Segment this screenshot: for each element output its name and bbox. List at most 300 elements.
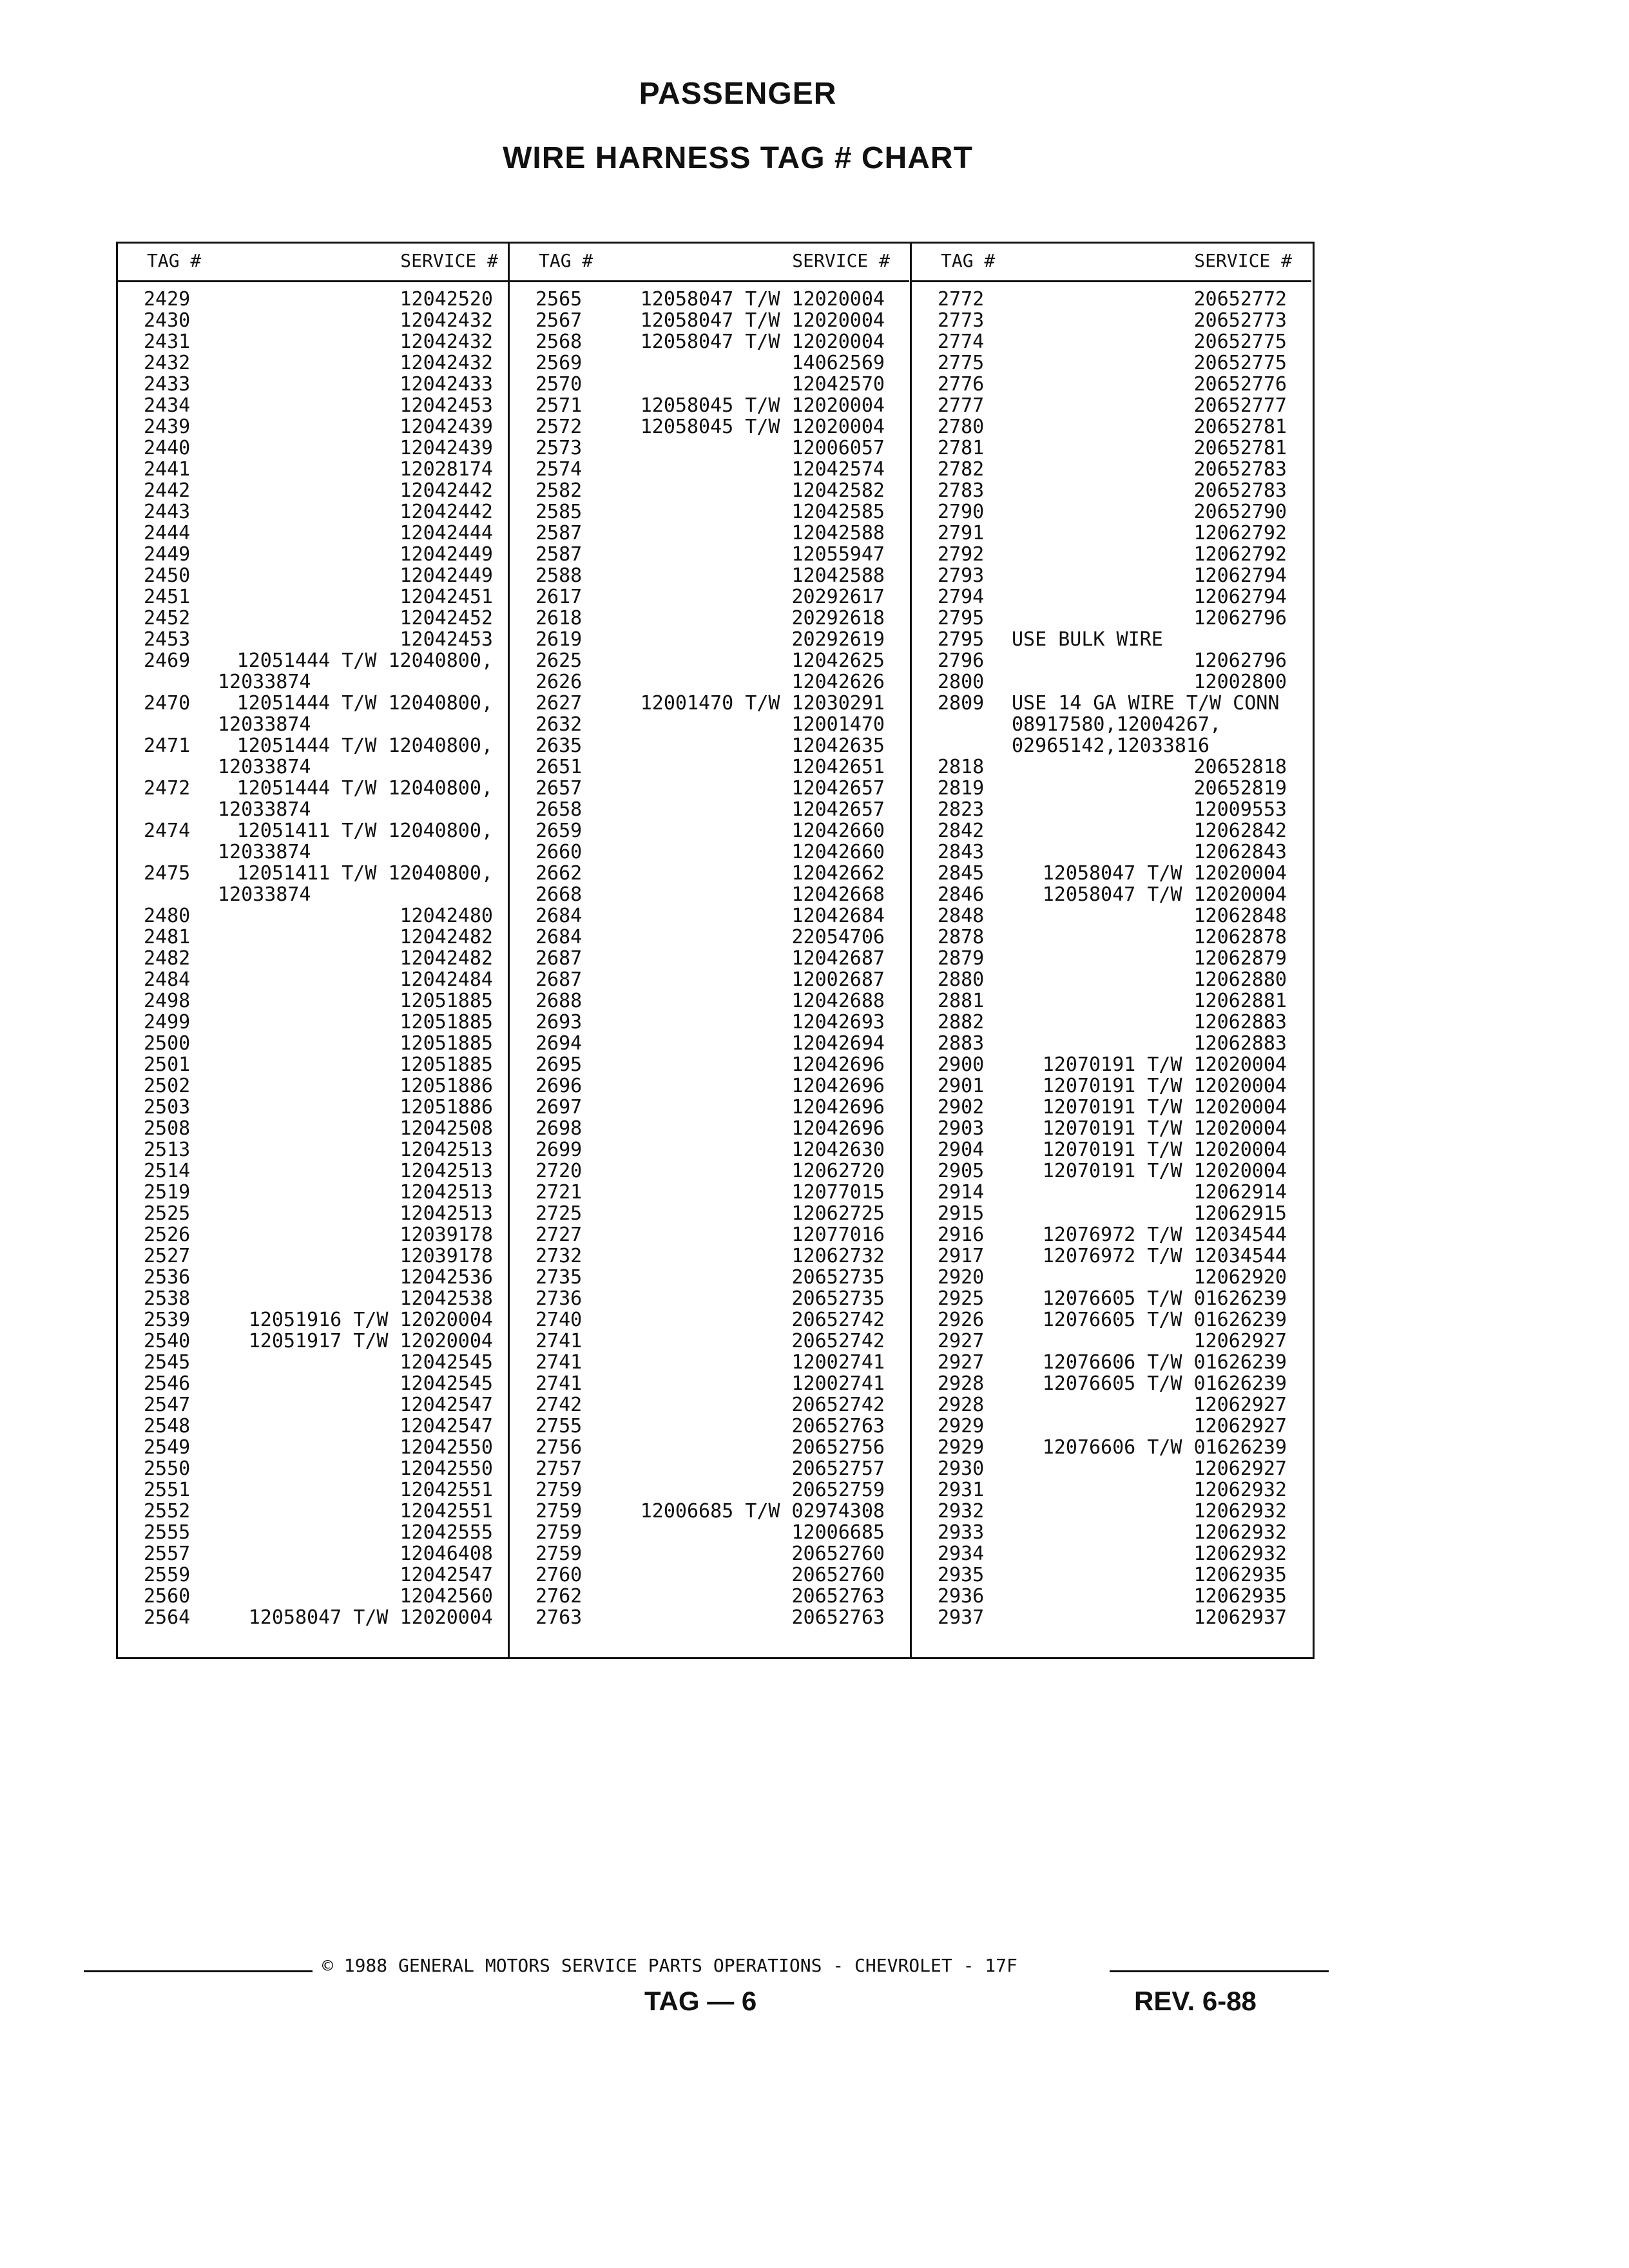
table-row bbox=[118, 1182, 517, 1203]
table-row bbox=[510, 310, 909, 331]
tag-number: 2452 bbox=[144, 607, 191, 629]
table-row bbox=[510, 1458, 909, 1479]
page-tag: TAG — 6 bbox=[644, 1986, 757, 2016]
table-row bbox=[510, 459, 909, 480]
table-row bbox=[912, 735, 1311, 756]
service-number: 12062794 bbox=[1193, 564, 1287, 587]
table-row bbox=[912, 523, 1311, 544]
table-row bbox=[118, 1394, 517, 1416]
service-number: 12058047 T/W 12020004 bbox=[248, 1606, 493, 1629]
service-number: 12042660 bbox=[791, 841, 885, 863]
tag-number: 2565 bbox=[535, 288, 583, 311]
table-row bbox=[118, 1416, 517, 1437]
service-number: 12042582 bbox=[791, 479, 885, 502]
tag-number: 2439 bbox=[144, 416, 191, 438]
service-number: 12001470 bbox=[791, 713, 885, 736]
service-number: 20652759 bbox=[791, 1479, 885, 1501]
service-number: 12062792 bbox=[1193, 522, 1287, 544]
table-row bbox=[510, 395, 909, 416]
service-number: 12042657 bbox=[791, 798, 885, 821]
service-number: 12006685 T/W 02974308 bbox=[640, 1500, 885, 1523]
tag-number: 2573 bbox=[535, 437, 583, 459]
service-number: 12062879 bbox=[1193, 947, 1287, 970]
tag-number: 2559 bbox=[144, 1564, 191, 1586]
service-number: 12042570 bbox=[791, 373, 885, 396]
table-row bbox=[118, 1586, 517, 1607]
table-row bbox=[912, 1522, 1311, 1543]
service-number: 20292619 bbox=[791, 628, 885, 651]
tag-number: 2550 bbox=[144, 1457, 191, 1480]
tag-number: 2560 bbox=[144, 1585, 191, 1608]
service-number: 12042696 bbox=[791, 1053, 885, 1076]
tag-number: 2900 bbox=[938, 1053, 985, 1076]
tag-number: 2742 bbox=[535, 1394, 583, 1416]
service-number: 12076606 T/W 01626239 bbox=[1042, 1436, 1287, 1459]
service-number: 20292618 bbox=[791, 607, 885, 629]
table-row bbox=[912, 331, 1311, 352]
table-row bbox=[510, 969, 909, 990]
tag-number: 2551 bbox=[144, 1479, 191, 1501]
tag-number: 2527 bbox=[144, 1245, 191, 1267]
tag-number: 2740 bbox=[535, 1309, 583, 1331]
tag-number: 2741 bbox=[535, 1351, 583, 1374]
tag-number: 2721 bbox=[535, 1181, 583, 1204]
service-number: 12042550 bbox=[400, 1457, 493, 1480]
tag-number: 2698 bbox=[535, 1117, 583, 1140]
table-row bbox=[912, 1054, 1311, 1075]
service-number: 12062927 bbox=[1193, 1394, 1287, 1416]
table-row bbox=[912, 863, 1311, 884]
tag-number: 2585 bbox=[535, 501, 583, 523]
tag-number: 2539 bbox=[144, 1309, 191, 1331]
service-number: 12042662 bbox=[791, 862, 885, 885]
table-row bbox=[118, 841, 517, 863]
tag-number: 2662 bbox=[535, 862, 583, 885]
service-number: 12042588 bbox=[791, 564, 885, 587]
service-number: 12070191 T/W 12020004 bbox=[1042, 1139, 1287, 1161]
table-row bbox=[118, 565, 517, 586]
service-number: 12070191 T/W 12020004 bbox=[1042, 1053, 1287, 1076]
table-row bbox=[118, 1564, 517, 1586]
tag-number: 2792 bbox=[938, 543, 985, 566]
service-number: 12062914 bbox=[1193, 1181, 1287, 1204]
table-row bbox=[118, 374, 517, 395]
table-row bbox=[912, 1118, 1311, 1139]
tag-number: 2526 bbox=[144, 1224, 191, 1246]
table-row bbox=[510, 863, 909, 884]
table-row bbox=[510, 289, 909, 310]
table-row bbox=[912, 395, 1311, 416]
table-row bbox=[912, 501, 1311, 523]
service-note: USE 14 GA WIRE T/W CONN bbox=[1012, 692, 1280, 715]
tag-number: 2688 bbox=[535, 990, 583, 1012]
table-row bbox=[912, 1160, 1311, 1182]
table-row bbox=[510, 586, 909, 608]
table-row bbox=[510, 544, 909, 565]
service-number: 12033874 bbox=[218, 671, 311, 693]
service-number: 12042688 bbox=[791, 990, 885, 1012]
table-row bbox=[118, 352, 517, 374]
tag-number: 2625 bbox=[535, 649, 583, 672]
table-row bbox=[118, 671, 517, 693]
table-row bbox=[510, 1118, 909, 1139]
table-row bbox=[118, 756, 517, 778]
service-number: 12070191 T/W 12020004 bbox=[1042, 1160, 1287, 1182]
service-number: 12062937 bbox=[1193, 1606, 1287, 1629]
service-number: 12042480 bbox=[400, 905, 493, 927]
table-row bbox=[912, 693, 1311, 714]
tag-number: 2795 bbox=[938, 628, 985, 651]
service-number: 20652773 bbox=[1193, 309, 1287, 332]
table-row bbox=[912, 1543, 1311, 1564]
table-row bbox=[912, 1501, 1311, 1522]
tag-number: 2514 bbox=[144, 1160, 191, 1182]
table-row bbox=[912, 778, 1311, 799]
service-number: 20652735 bbox=[791, 1287, 885, 1310]
service-number: 12062932 bbox=[1193, 1479, 1287, 1501]
table-row bbox=[510, 1182, 909, 1203]
table-row bbox=[510, 693, 909, 714]
service-number: 12055947 bbox=[791, 543, 885, 566]
table-row bbox=[510, 1245, 909, 1267]
service-number: 12058047 T/W 12020004 bbox=[640, 309, 885, 332]
table-row bbox=[118, 1479, 517, 1501]
tag-number: 2546 bbox=[144, 1372, 191, 1395]
table-row bbox=[510, 927, 909, 948]
table-column-1 bbox=[118, 242, 517, 1628]
table-row bbox=[118, 1522, 517, 1543]
tag-number: 2916 bbox=[938, 1224, 985, 1246]
table-row bbox=[118, 523, 517, 544]
service-number: 12062932 bbox=[1193, 1542, 1287, 1565]
tag-number: 2901 bbox=[938, 1075, 985, 1097]
table-row bbox=[510, 778, 909, 799]
table-row bbox=[118, 501, 517, 523]
table-row bbox=[510, 1033, 909, 1054]
tag-number: 2934 bbox=[938, 1542, 985, 1565]
tag-number: 2545 bbox=[144, 1351, 191, 1374]
service-number: 20652818 bbox=[1193, 756, 1287, 778]
service-number: 12033874 bbox=[218, 883, 311, 906]
tag-number: 2928 bbox=[938, 1372, 985, 1395]
tag-number: 2759 bbox=[535, 1521, 583, 1544]
tag-number: 2783 bbox=[938, 479, 985, 502]
tag-header: TAG # bbox=[147, 250, 202, 271]
service-number: 12033874 bbox=[218, 756, 311, 778]
tag-number: 2482 bbox=[144, 947, 191, 970]
tag-number: 2627 bbox=[535, 692, 583, 715]
service-number: 20652763 bbox=[791, 1606, 885, 1629]
tag-number: 2440 bbox=[144, 437, 191, 459]
service-number: 12042574 bbox=[791, 458, 885, 481]
table-row bbox=[510, 1394, 909, 1416]
tag-number: 2699 bbox=[535, 1139, 583, 1161]
service-number: 12042439 bbox=[400, 437, 493, 459]
service-number: 12002741 bbox=[791, 1351, 885, 1374]
table-row bbox=[912, 1352, 1311, 1373]
service-number: 12076972 T/W 12034544 bbox=[1042, 1224, 1287, 1246]
service-number: 12042482 bbox=[400, 926, 493, 948]
tag-number: 2434 bbox=[144, 394, 191, 417]
tag-number: 2480 bbox=[144, 905, 191, 927]
copyright-notice: © 1988 GENERAL MOTORS SERVICE PARTS OPERATIONS - CHEVROLET - 17F bbox=[322, 1955, 1017, 1976]
service-number: 12009553 bbox=[1193, 798, 1287, 821]
tag-number: 2930 bbox=[938, 1457, 985, 1480]
table-row bbox=[912, 1012, 1311, 1033]
table-row bbox=[118, 1224, 517, 1245]
service-number: 12058045 T/W 12020004 bbox=[640, 394, 885, 417]
tag-number: 2618 bbox=[535, 607, 583, 629]
table-row bbox=[912, 1373, 1311, 1394]
table-row bbox=[118, 310, 517, 331]
tag-number: 2772 bbox=[938, 288, 985, 311]
service-number: 12042651 bbox=[791, 756, 885, 778]
table-row bbox=[912, 1245, 1311, 1267]
table-column-3 bbox=[912, 242, 1311, 1628]
service-number: 12058047 T/W 12020004 bbox=[1042, 883, 1287, 906]
table-row bbox=[510, 714, 909, 735]
tag-number: 2920 bbox=[938, 1266, 985, 1289]
table-row bbox=[510, 629, 909, 650]
tag-number: 2741 bbox=[535, 1372, 583, 1395]
tag-number: 2540 bbox=[144, 1330, 191, 1352]
service-number: 12062881 bbox=[1193, 990, 1287, 1012]
document-title: PASSENGER bbox=[639, 77, 837, 111]
table-row bbox=[510, 1373, 909, 1394]
table-row bbox=[118, 969, 517, 990]
service-number: 12062794 bbox=[1193, 586, 1287, 608]
service-number: 12042588 bbox=[791, 522, 885, 544]
table-row bbox=[510, 820, 909, 841]
service-number: 12042484 bbox=[400, 968, 493, 991]
service-number: 20652776 bbox=[1193, 373, 1287, 396]
table-row bbox=[912, 1033, 1311, 1054]
table-row bbox=[118, 1097, 517, 1118]
service-number: 12062796 bbox=[1193, 607, 1287, 629]
tag-number: 2660 bbox=[535, 841, 583, 863]
service-number: 12042453 bbox=[400, 628, 493, 651]
table-row bbox=[510, 1075, 909, 1097]
tag-number: 2933 bbox=[938, 1521, 985, 1544]
service-number: 12042513 bbox=[400, 1139, 493, 1161]
table-column-2 bbox=[510, 242, 909, 1628]
tag-number: 2668 bbox=[535, 883, 583, 906]
table-row bbox=[118, 948, 517, 969]
tag-number: 2697 bbox=[535, 1096, 583, 1119]
tag-number: 2925 bbox=[938, 1287, 985, 1310]
service-number: 12062720 bbox=[791, 1160, 885, 1182]
tag-number: 2564 bbox=[144, 1606, 191, 1629]
service-number: 12042482 bbox=[400, 947, 493, 970]
service-number: 12042625 bbox=[791, 649, 885, 672]
service-number: 12062932 bbox=[1193, 1500, 1287, 1523]
table-row bbox=[912, 1097, 1311, 1118]
service-number: 12042687 bbox=[791, 947, 885, 970]
tag-number: 2928 bbox=[938, 1394, 985, 1416]
service-number: 12051886 bbox=[400, 1096, 493, 1119]
service-number: 20652781 bbox=[1193, 437, 1287, 459]
table-row bbox=[912, 629, 1311, 650]
table-row bbox=[510, 1331, 909, 1352]
footer-rule-left bbox=[84, 1970, 313, 1972]
tag-number: 2498 bbox=[144, 990, 191, 1012]
tag-number: 2937 bbox=[938, 1606, 985, 1629]
table-row bbox=[510, 1586, 909, 1607]
service-number: 12051917 T/W 12020004 bbox=[248, 1330, 493, 1352]
table-row bbox=[912, 1224, 1311, 1245]
tag-number: 2846 bbox=[938, 883, 985, 906]
table-row bbox=[912, 608, 1311, 629]
tag-number: 2882 bbox=[938, 1011, 985, 1033]
tag-number: 2694 bbox=[535, 1032, 583, 1055]
service-number: 12051885 bbox=[400, 990, 493, 1012]
table-row bbox=[912, 714, 1311, 735]
table-row bbox=[510, 1416, 909, 1437]
tag-number: 2929 bbox=[938, 1436, 985, 1459]
tag-number: 2470 bbox=[144, 692, 191, 715]
tag-number: 2449 bbox=[144, 543, 191, 566]
service-number: 12062880 bbox=[1193, 968, 1287, 991]
service-number: 12062927 bbox=[1193, 1457, 1287, 1480]
table-row bbox=[510, 799, 909, 820]
tag-number: 2433 bbox=[144, 373, 191, 396]
service-number: 12042449 bbox=[400, 543, 493, 566]
table-row bbox=[118, 884, 517, 905]
tag-header: TAG # bbox=[941, 250, 996, 271]
tag-number: 2687 bbox=[535, 947, 583, 970]
service-number: 20652783 bbox=[1193, 458, 1287, 481]
service-number: 12042536 bbox=[400, 1266, 493, 1289]
service-number: 20652757 bbox=[791, 1457, 885, 1480]
table-row bbox=[510, 352, 909, 374]
service-number: 12039178 bbox=[400, 1245, 493, 1267]
tag-number: 2843 bbox=[938, 841, 985, 863]
service-number: 12042626 bbox=[791, 671, 885, 693]
table-row bbox=[912, 927, 1311, 948]
tag-number: 2848 bbox=[938, 905, 985, 927]
table-row bbox=[118, 1437, 517, 1458]
tag-number: 2444 bbox=[144, 522, 191, 544]
service-number: 12076605 T/W 01626239 bbox=[1042, 1372, 1287, 1395]
service-number: 20652742 bbox=[791, 1330, 885, 1352]
service-number: 12042442 bbox=[400, 479, 493, 502]
tag-number: 2501 bbox=[144, 1053, 191, 1076]
table-row bbox=[510, 756, 909, 778]
service-number: 12042696 bbox=[791, 1075, 885, 1097]
table-row bbox=[510, 1288, 909, 1309]
table-row bbox=[118, 1033, 517, 1054]
table-row bbox=[912, 1267, 1311, 1288]
tag-number: 2432 bbox=[144, 352, 191, 374]
table-row bbox=[118, 1160, 517, 1182]
tag-number: 2927 bbox=[938, 1351, 985, 1374]
table-row bbox=[118, 693, 517, 714]
service-number: 20652735 bbox=[791, 1266, 885, 1289]
table-row bbox=[510, 650, 909, 671]
tag-number: 2472 bbox=[144, 777, 191, 800]
tag-number: 2525 bbox=[144, 1202, 191, 1225]
table-row bbox=[510, 1479, 909, 1501]
table-row bbox=[118, 437, 517, 459]
service-number: 12002800 bbox=[1193, 671, 1287, 693]
service-number: 12062725 bbox=[791, 1202, 885, 1225]
tag-number: 2475 bbox=[144, 862, 191, 885]
service-number: 12051885 bbox=[400, 1032, 493, 1055]
table-row bbox=[118, 1075, 517, 1097]
table-row bbox=[510, 735, 909, 756]
table-row bbox=[912, 650, 1311, 671]
tag-number: 2651 bbox=[535, 756, 583, 778]
service-number: 12051916 T/W 12020004 bbox=[248, 1309, 493, 1331]
tag-number: 2878 bbox=[938, 926, 985, 948]
table-row bbox=[912, 884, 1311, 905]
table-row bbox=[510, 374, 909, 395]
table-row bbox=[118, 1118, 517, 1139]
tag-number: 2725 bbox=[535, 1202, 583, 1225]
table-row bbox=[118, 905, 517, 927]
table-row bbox=[118, 1054, 517, 1075]
service-number: 12051444 T/W 12040800, bbox=[236, 735, 493, 757]
tag-number: 2503 bbox=[144, 1096, 191, 1119]
tag-number: 2819 bbox=[938, 777, 985, 800]
tag-number: 2914 bbox=[938, 1181, 985, 1204]
service-number: 12042560 bbox=[400, 1585, 493, 1608]
table-row bbox=[118, 459, 517, 480]
service-note: USE BULK WIRE bbox=[1012, 628, 1163, 651]
service-number: 12076605 T/W 01626239 bbox=[1042, 1287, 1287, 1310]
service-number: 12042547 bbox=[400, 1564, 493, 1586]
tag-number: 2429 bbox=[144, 288, 191, 311]
service-number: 12042660 bbox=[791, 820, 885, 842]
column-rows bbox=[118, 282, 517, 1628]
table-row bbox=[510, 1309, 909, 1331]
service-number: 12042432 bbox=[400, 352, 493, 374]
tag-number: 2582 bbox=[535, 479, 583, 502]
table-row bbox=[912, 948, 1311, 969]
service-number: 12042432 bbox=[400, 309, 493, 332]
table-row bbox=[510, 501, 909, 523]
tag-number: 2555 bbox=[144, 1521, 191, 1544]
table-row bbox=[510, 1139, 909, 1160]
table-row bbox=[118, 820, 517, 841]
tag-number: 2632 bbox=[535, 713, 583, 736]
service-number: 12042451 bbox=[400, 586, 493, 608]
tag-number: 2635 bbox=[535, 735, 583, 757]
service-number: 12062883 bbox=[1193, 1011, 1287, 1033]
service-number: 20652781 bbox=[1193, 416, 1287, 438]
service-number: 20652742 bbox=[791, 1394, 885, 1416]
table-row bbox=[510, 948, 909, 969]
table-row bbox=[510, 1224, 909, 1245]
tag-number: 2932 bbox=[938, 1500, 985, 1523]
service-number: 12062792 bbox=[1193, 543, 1287, 566]
table-row bbox=[912, 969, 1311, 990]
tag-number: 2791 bbox=[938, 522, 985, 544]
service-number: 12046408 bbox=[400, 1542, 493, 1565]
tag-number: 2547 bbox=[144, 1394, 191, 1416]
service-number: 14062569 bbox=[791, 352, 885, 374]
service-number: 12076972 T/W 12034544 bbox=[1042, 1245, 1287, 1267]
table-row bbox=[510, 990, 909, 1012]
table-row bbox=[510, 1160, 909, 1182]
service-number: 12028174 bbox=[400, 458, 493, 481]
service-number: 20292617 bbox=[791, 586, 885, 608]
table-row bbox=[118, 289, 517, 310]
service-number: 12051885 bbox=[400, 1011, 493, 1033]
tag-number: 2572 bbox=[535, 416, 583, 438]
service-number: 12042442 bbox=[400, 501, 493, 523]
table-row bbox=[912, 480, 1311, 501]
